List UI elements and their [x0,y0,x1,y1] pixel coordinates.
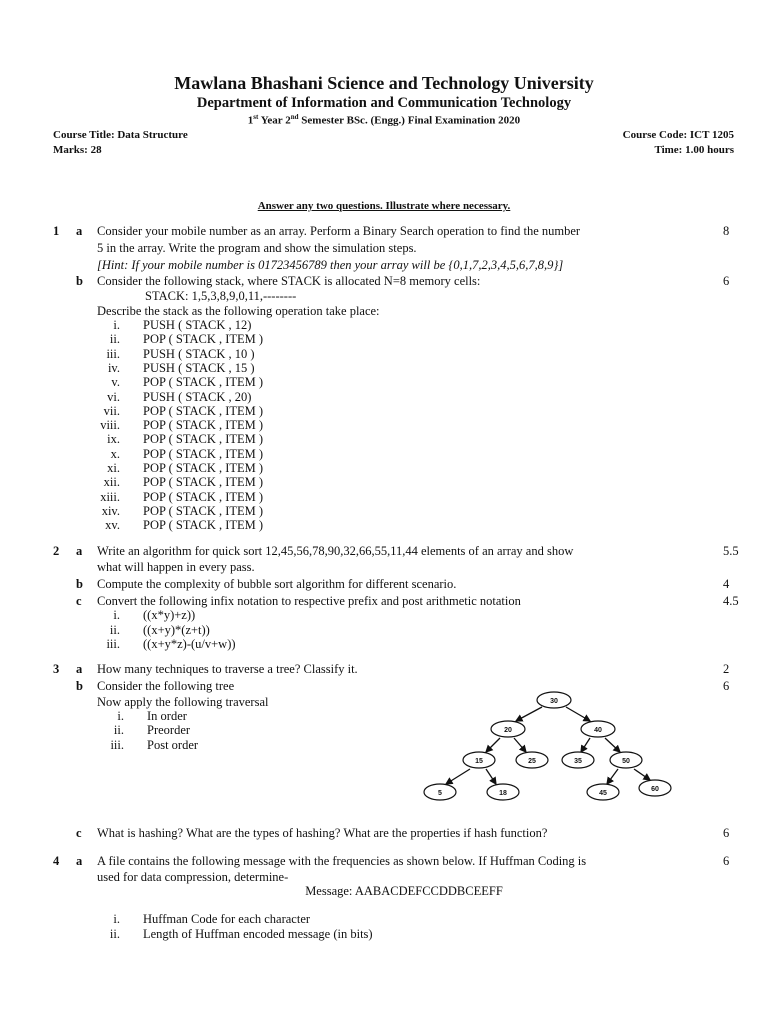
operation-numeral: ix. [107,432,120,446]
tree-node-label: 60 [651,786,659,793]
stack-contents: STACK: 1,5,3,8,9,0,11,-------- [145,289,297,303]
traversal-type: Post order [147,738,199,752]
stack-operation: POP ( STACK , ITEM ) [143,475,264,489]
operation-numeral: xiii. [100,490,120,504]
stack-operation: POP ( STACK , ITEM ) [143,518,264,532]
question-text: what will happen in every pass. [97,560,255,574]
item-numeral: i. [117,709,124,723]
part-letter: c [76,594,82,608]
part-letter: b [76,577,83,591]
operation-numeral: v. [111,375,120,389]
tree-node-label: 20 [504,727,512,734]
tree-edge [581,738,590,752]
traversal-type: Preorder [147,723,191,737]
department-title: Department of Information and Communication Technology [196,95,572,111]
marks-label: 4.5 [723,594,739,608]
stack-operation: POP ( STACK , ITEM ) [143,432,264,446]
binary-tree-diagram [420,685,680,805]
tree-edge [605,738,620,752]
item-numeral: ii. [109,623,120,637]
stack-operation: PUSH ( STACK , 12) [143,318,252,332]
marks-total: Marks: 28 [53,144,102,156]
huffman-message: Message: AABACDEFCCDDBCEEFF [305,884,503,898]
marks-label: 6 [723,679,730,693]
question-text: 5 in the array. Write the program and show the simulation steps. [97,241,417,255]
marks-label: 2 [723,662,730,676]
marks-label: 4 [723,577,730,591]
stack-operation: POP ( STACK , ITEM ) [143,447,264,461]
operation-numeral: xi. [107,461,120,475]
question-text: What is hashing? What are the types of hashing? What are the properties if hash function? [97,826,548,840]
instruction: Answer any two questions. Illustrate where necessary. [257,200,511,212]
question-text: Consider the following stack, where STACK is allocated N=8 memory cells: [97,274,481,288]
item-numeral: iii. [106,637,120,651]
stack-operation: PUSH ( STACK , 10 ) [143,347,255,361]
operation-numeral: iv. [107,361,120,375]
expression: ((x*y)+z)) [143,608,196,622]
question-text: Huffman Code for each character [143,912,311,926]
stack-operation: PUSH ( STACK , 20) [143,390,252,404]
tree-edge [446,769,470,784]
item-numeral: ii. [113,723,124,737]
course-title: Course Title: Data Structure [53,129,188,141]
tree-node-label: 40 [594,727,602,734]
tree-edge [607,769,618,784]
stack-operation: POP ( STACK , ITEM ) [143,418,264,432]
tree-edge [486,769,496,784]
tree-node-label: 15 [475,758,483,765]
question-text: Write an algorithm for quick sort 12,45,56,78,90,32,66,55,11,44 elements of an array and show [97,544,574,558]
marks-label: 6 [723,274,730,288]
item-numeral: i. [113,912,120,926]
marks-label: 8 [723,224,730,238]
operation-numeral: vi. [107,390,120,404]
operation-numeral: i. [113,318,120,332]
stack-operation: POP ( STACK , ITEM ) [143,461,264,475]
part-letter: a [76,662,83,676]
operation-numeral: xiv. [101,504,120,518]
question-text: Length of Huffman encoded message (in bits) [143,927,373,941]
question-text: How many techniques to traverse a tree? Classify it. [97,662,358,676]
tree-node-label: 18 [499,790,507,797]
tree-edge [566,707,590,721]
stack-operation: PUSH ( STACK , 15 ) [143,361,255,375]
stack-operation: POP ( STACK , ITEM ) [143,332,264,346]
hint-text: [Hint: If your mobile number is 01723456789 then your array will be {0,1,7,2,3,4,5,6,7,8,9}] [97,258,564,272]
question-number: 4 [53,854,60,868]
stack-operation: POP ( STACK , ITEM ) [143,375,264,389]
operation-numeral: xv. [105,518,120,532]
part-letter: a [76,854,83,868]
operation-numeral: x. [110,447,120,461]
question-text: A file contains the following message with the frequencies as shown below. If Huffman Coding is [97,854,587,868]
tree-node-label: 30 [550,698,558,705]
expression: ((x+y*z)-(u/v+w)) [143,637,236,651]
question-text: Describe the stack as the following operation take place: [97,304,380,318]
tree-node-label: 45 [599,790,607,797]
tree-edge [516,707,542,721]
part-letter: b [76,679,83,693]
part-letter: a [76,544,83,558]
tree-edge [634,769,650,780]
question-text: Now apply the following traversal [97,695,269,709]
traversal-type: In order [147,709,187,723]
operation-numeral: viii. [100,418,120,432]
question-number: 2 [53,544,60,558]
university-title: Mawlana Bhashani Science and Technology University [174,73,594,93]
tree-edge [486,738,500,752]
marks-label: 6 [723,854,730,868]
operation-numeral: xii. [103,475,120,489]
question-text: used for data compression, determine- [97,870,289,884]
operation-numeral: vii. [103,404,120,418]
part-letter: c [76,826,82,840]
expression: ((x+y)*(z+t)) [143,623,210,637]
exam-time: Time: 1.00 hours [654,144,734,156]
part-letter: a [76,224,83,238]
course-code: Course Code: ICT 1205 [622,129,734,141]
item-numeral: i. [113,608,120,622]
stack-operation: POP ( STACK , ITEM ) [143,504,264,518]
marks-label: 6 [723,826,730,840]
question-text: Consider the following tree [97,679,235,693]
part-letter: b [76,274,83,288]
tree-node-label: 5 [438,790,442,797]
marks-label: 5.5 [723,544,739,558]
tree-node-label: 35 [574,758,582,765]
stack-operation: POP ( STACK , ITEM ) [143,490,264,504]
tree-node-label: 25 [528,758,536,765]
question-text: Consider your mobile number as an array. Perform a Binary Search operation to find the number [97,224,581,238]
exam-title: 1st Year 2nd Semester BSc. (Engg.) Final Examination 2020 [247,113,521,127]
item-numeral: ii. [109,927,120,941]
stack-operation: POP ( STACK , ITEM ) [143,404,264,418]
operation-numeral: ii. [109,332,120,346]
operation-numeral: iii. [106,347,120,361]
tree-node-label: 50 [622,758,630,765]
question-number: 1 [53,224,60,238]
item-numeral: iii. [110,738,124,752]
question-number: 3 [53,662,60,676]
question-text: Compute the complexity of bubble sort algorithm for different scenario. [97,577,457,591]
question-text: Convert the following infix notation to respective prefix and post arithmetic notation [97,594,521,608]
tree-edge [514,738,526,752]
